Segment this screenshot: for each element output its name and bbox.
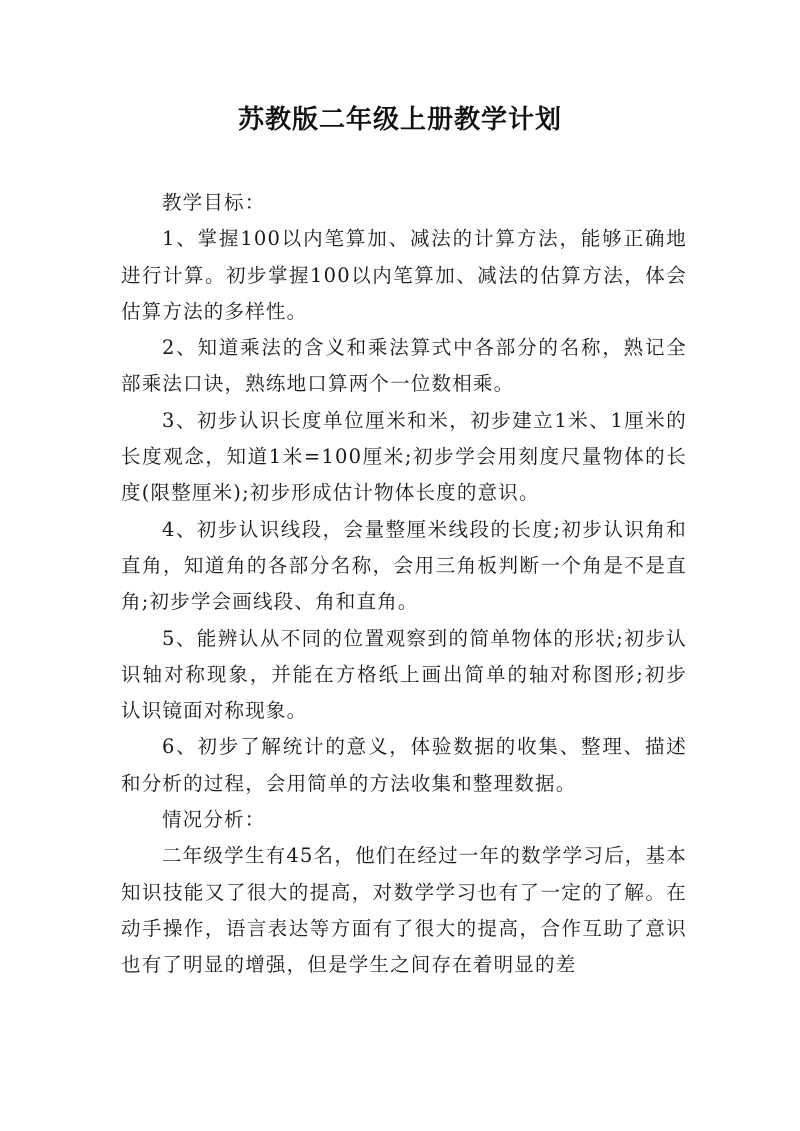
paragraph-goal-1: 1、掌握100以内笔算加、减法的计算方法，能够正确地进行计算。初步掌握100以内笔算加、减法的估算方法，体会估算方法的多样性。 xyxy=(121,227,687,323)
paragraph-goal-2: 2、知道乘法的含义和乘法算式中各部分的名称，熟记全部乘法口诀，熟练地口算两个一位数相乘。 xyxy=(121,336,687,396)
page-title: 苏教版二年级上册教学计划 xyxy=(237,105,562,135)
paragraph-teaching-goals-heading: 教学目标： xyxy=(161,191,266,214)
paragraph-situation-heading: 情况分析： xyxy=(161,808,266,832)
paragraph-situation-analysis: 二年级学生有45名，他们在经过一年的数学学习后，基本知识技能又了很大的提高，对数学学习也有了一定的了解。在动手操作，语言表达等方面有了很大的提高，合作互助了意识也有了明显的增强，但是学生之间存在着明显的差 xyxy=(121,844,687,977)
paragraph-goal-6: 6、初步了解统计的意义，体验数据的收集、整理、描述和分析的过程，会用简单的方法收集和整理数据。 xyxy=(121,735,687,795)
paragraph-goal-4: 4、初步认识线段，会量整厘米线段的长度;初步认识角和直角，知道角的各部分名称，会用三角板判断一个角是不是直角;初步学会画线段、角和直角。 xyxy=(121,517,687,614)
paragraph-goal-3: 3、初步认识长度单位厘米和米，初步建立1米、1厘米的长度观念，知道1米=100厘米;初步学会用刻度尺量物体的长度(限整厘米);初步形成估计物体长度的意识。 xyxy=(121,408,687,505)
paragraph-goal-5: 5、能辨认从不同的位置观察到的简单物体的形状;初步认识轴对称现象，并能在方格纸上画出简单的轴对称图形;初步认识镜面对称现象。 xyxy=(121,626,687,723)
document-body xyxy=(121,185,687,984)
